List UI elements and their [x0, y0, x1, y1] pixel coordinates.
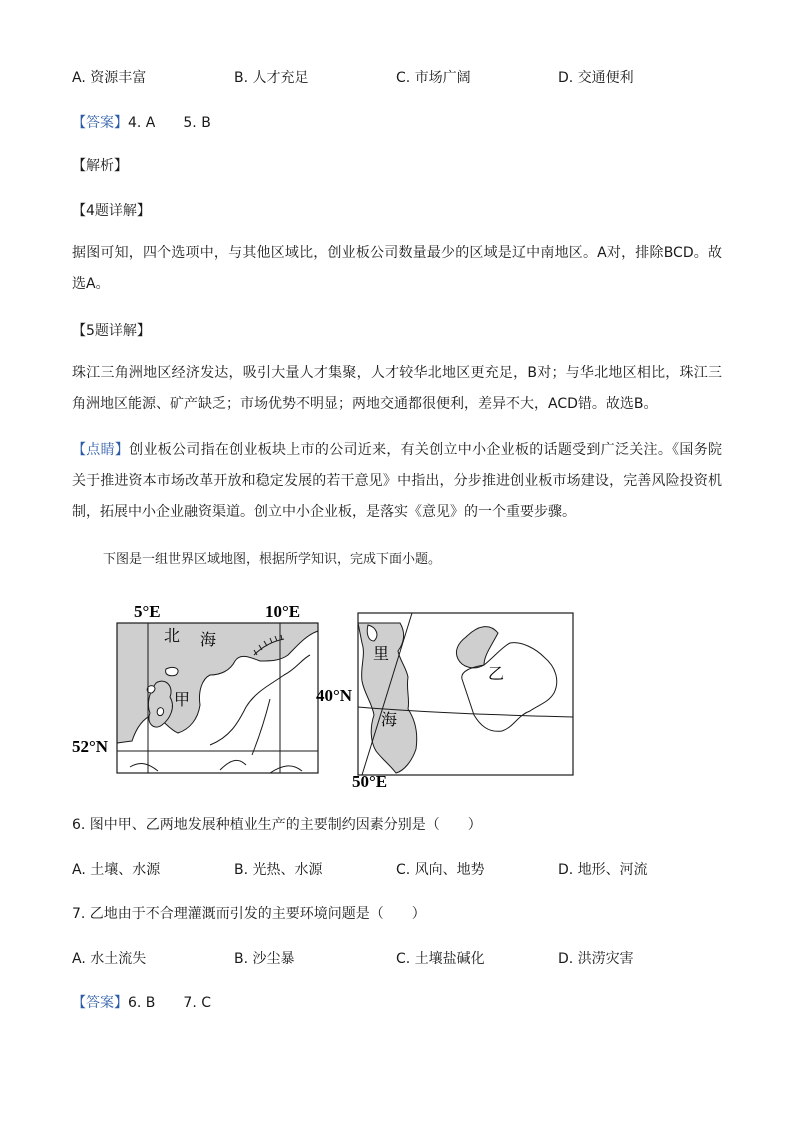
answer-line-2 [72, 992, 211, 1012]
comment-label: 【点睛】 [72, 442, 130, 458]
label-jia: 甲 [174, 690, 191, 709]
label-yi: 乙 [488, 664, 505, 683]
analysis-label: 【解析】 [72, 158, 128, 174]
label-north: 北 [164, 626, 181, 645]
q7-option-c: C. 土壤盐碱化 [396, 951, 485, 967]
label-10e: 10°E [265, 602, 301, 621]
region-maps [70, 595, 590, 790]
map-right [316, 613, 573, 790]
q6-stem: 6. 图中甲、乙两地发展种植业生产的主要制约因素分别是（ ） [72, 817, 482, 833]
q5-option-c: C. 市场广阔 [396, 70, 471, 86]
q6-option-a: A. 土壤、水源 [72, 862, 161, 878]
answer-values: 6. B 7. C [128, 995, 211, 1011]
q7-option-a: A. 水土流失 [72, 951, 147, 967]
q6-option-d: D. 地形、河流 [558, 862, 648, 878]
map-left [72, 602, 318, 773]
answer-tag: 【答案】 [72, 995, 128, 1011]
comment-text: 创业板公司指在创业板块上市的公司近来，有关创立中小企业板的话题受到广泛关注。《国务院关于推进资本市场改革开放和稳定发展的若干意见》中指出，分步推进创业板市场建设，完善风险投资机制，拓展中小企业融资渠道。创立中小企业板，是落实《意见》的一个重要步骤。 [72, 442, 722, 520]
q5-option-b: B. 人才充足 [234, 70, 309, 86]
q6-option-b: B. 光热、水源 [234, 862, 323, 878]
q7-option-b: B. 沙尘暴 [234, 951, 295, 967]
label-50e: 50°E [352, 772, 388, 790]
region-yi-area [456, 627, 498, 668]
answer-line-1 [72, 112, 211, 132]
q4-detail-text: 据图可知，四个选项中，与其他区域比，创业板公司数量最少的区域是辽中南地区。A对，排除BCD。故选A。 [72, 245, 722, 292]
q5-option-d: D. 交通便利 [558, 70, 634, 86]
q4-detail-label: 【4题详解】 [72, 203, 151, 219]
label-52n: 52°N [72, 737, 109, 756]
map-intro: 下图是一组世界区域地图，根据所学知识，完成下面小题。 [103, 552, 442, 567]
q5-detail-text: 珠江三角洲地区经济发达，吸引大量人才集聚，人才较华北地区更充足，B对；与华北地区相比，珠江三角洲地区能源、矿产缺乏；市场优势不明显；两地交通都很便利，差异不大，ACD错。故选B。 [72, 365, 722, 412]
label-li: 里 [373, 644, 390, 663]
north-sea-area [117, 623, 318, 743]
label-5e: 5°E [134, 602, 161, 621]
q6-option-c: C. 风向、地势 [396, 862, 485, 878]
label-sea-left: 海 [200, 630, 217, 649]
answer-tag: 【答案】 [72, 115, 128, 131]
q7-stem: 7. 乙地由于不合理灌溉而引发的主要环境问题是（ ） [72, 906, 426, 922]
q7-option-d: D. 洪涝灾害 [558, 951, 634, 967]
answer-values: 4. A 5. B [128, 115, 211, 131]
label-sea-right: 海 [381, 710, 398, 729]
comment-block [72, 435, 722, 528]
label-40n: 40°N [316, 686, 353, 705]
q5-detail-label: 【5题详解】 [72, 323, 151, 339]
q5-option-a: A. 资源丰富 [72, 70, 147, 86]
